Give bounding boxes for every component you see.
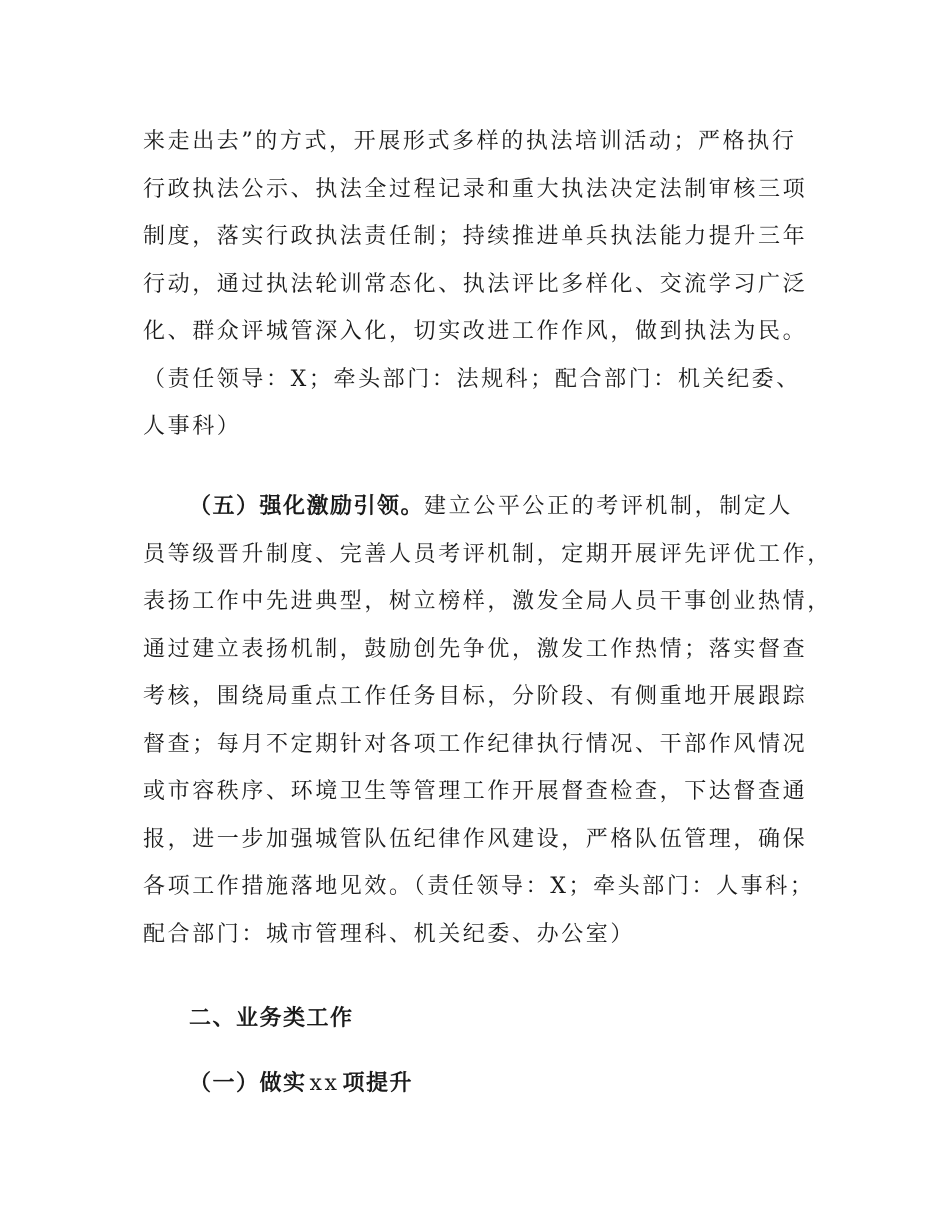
text-line-rest: 建立公平公正的考评机制，制定人 — [424, 494, 794, 519]
text-line: 人事科） — [143, 414, 242, 439]
text-line: 配合部门：城市管理科、机关纪委、办公室） — [143, 921, 636, 947]
text-line: （责任领导：X；牵头部门：法规科；配合部门：机关纪委、 — [143, 366, 801, 392]
paragraph-incentive — [143, 483, 832, 958]
subsection-heading — [189, 1060, 869, 1108]
text-line-first — [143, 483, 823, 531]
text-line: 行动，通过执法轮训常态化、执法评比多样化、交流学习广泛 — [143, 271, 808, 297]
text-line: 化、群众评城管深入化，切实改进工作作风，做到执法为民。 — [143, 319, 808, 344]
text-line: 考核，围绕局重点工作任务目标，分阶段、有侧重地开展跟踪 — [143, 684, 808, 709]
text-line: 制度，落实行政执法责任制；持续推进单兵执法能力提升三年 — [143, 224, 808, 249]
paragraph-training — [143, 118, 823, 451]
text-line: 表扬工作中先进典型，树立榜样，激发全局人员干事创业热情， — [143, 589, 832, 614]
text-line: 来走出去”的方式，开展形式多样的执法培训活动；严格执行 — [143, 129, 797, 154]
section-heading-text: 二、业务类工作 — [189, 1006, 354, 1031]
text-line: 或市容秩序、环境卫生等管理工作开展督查检查，下达督查通 — [143, 779, 808, 804]
text-line: 报，进一步加强城管队伍纪律作风建设，严格队伍管理，确保 — [143, 826, 808, 852]
text-line: 行政执法公示、执法全过程记录和重大执法决定法制审核三项 — [143, 176, 808, 202]
section-heading — [189, 995, 869, 1043]
text-line: 督查；每月不定期针对各项工作纪律执行情况、干部作风情况 — [143, 731, 808, 757]
subsection-heading-code: xx — [309, 1071, 340, 1096]
text-line: 员等级晋升制度、完善人员考评机制，定期开展评先评优工作， — [143, 541, 832, 567]
text-line: 各项工作措施落地见效。（责任领导：X；牵头部门：人事科； — [143, 874, 815, 899]
subsection-heading-suffix: 项提升 — [342, 1071, 414, 1096]
paragraph-lead-heading: （五）强化激励引领。 — [189, 494, 425, 519]
text-line: 通过建立表扬机制，鼓励创先争优，激发工作热情；落实督查 — [143, 636, 808, 662]
subsection-heading-prefix: （一）做实 — [189, 1071, 307, 1096]
